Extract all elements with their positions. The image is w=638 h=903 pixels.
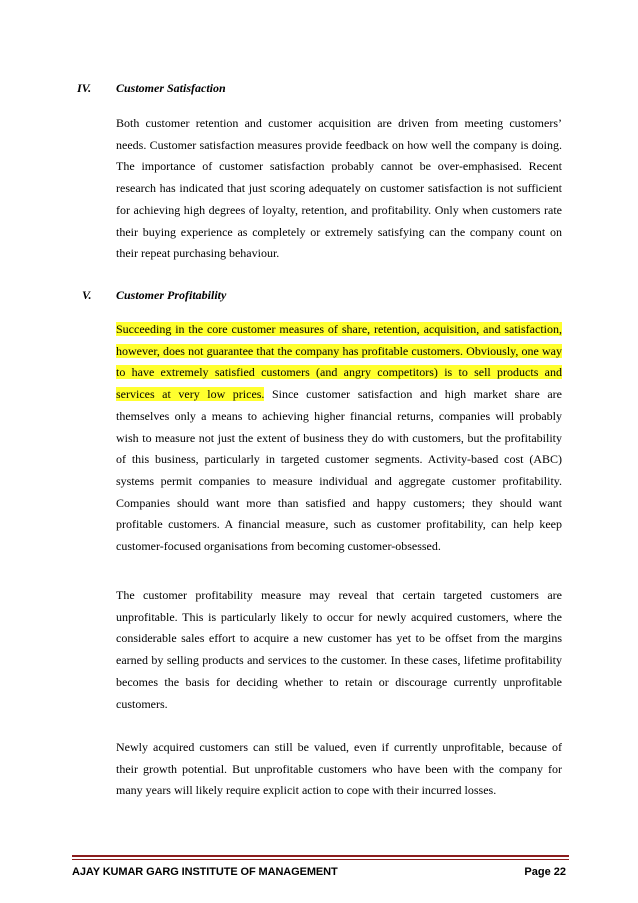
section-iv-title: Customer Satisfaction: [116, 81, 226, 95]
footer-rule-thick: [72, 855, 569, 857]
section-v-paragraph-3: Newly acquired customers can still be valued, even if currently unprofitable, because of their growth potential. But unprofitable customers who have been with the company for many years will likely require explicit action to cope with their incurred losses.: [116, 740, 562, 798]
section-iv-numeral: IV.: [77, 81, 92, 95]
paragraph-continuation: Since customer satisfaction and high market share are themselves only a means to achieving higher financial returns, companies will probably wish to measure not just the extent of business they do with customers, but the profitability of this business, particularly in targeted customer segments. Activity-based cost (ABC) systems permit companies to measure individual and aggregate customer profitability. Companies should want more than satisfied and happy customers; they should want profitable customers. A financial measure, such as customer profitability, can help keep customer-focused organisations from becoming customer-obsessed.: [116, 387, 562, 554]
section-v-title: Customer Profitability: [116, 288, 227, 302]
section-v-paragraph-1: [116, 319, 562, 558]
section-v-numeral: V.: [82, 288, 92, 302]
section-iv-paragraph: Both customer retention and customer acquisition are driven from meeting customers’ needs. Customer satisfaction measures provide feedback on how well the company is doing. The importance of customer satisfaction probably cannot be over-emphasised. Recent research has indicated that just scoring adequately on customer satisfaction is not sufficient for achieving high degrees of loyalty, retention, and profitability. Only when customers rate their buying experience as completely or extremely satisfying can the company count on their repeat purchasing behaviour.: [116, 116, 562, 261]
footer-institute-name: AJAY KUMAR GARG INSTITUTE OF MANAGEMENT: [72, 866, 338, 878]
highlighted-text: Succeeding in the core customer measures of share, retention, acquisition, and satisfaction, however, does not guarantee that the company has profitable customers. Obviously, one way to have extremely satisfied customers (and angry competitors) is to sell products and services at very low prices.: [116, 322, 562, 402]
footer-rule-thin: [72, 859, 569, 860]
section-v-paragraph-2: The customer profitability measure may reveal that certain targeted customers are unprofitable. This is particularly likely to occur for newly acquired customers, where the considerable sales effort to acquire a new customer has yet to be offset from the margins earned by selling products and services to the customer. In these cases, lifetime profitability becomes the basis for deciding whether to retain or discourage currently unprofitable customers.: [116, 588, 562, 711]
footer-page-number: Page 22: [524, 866, 566, 878]
